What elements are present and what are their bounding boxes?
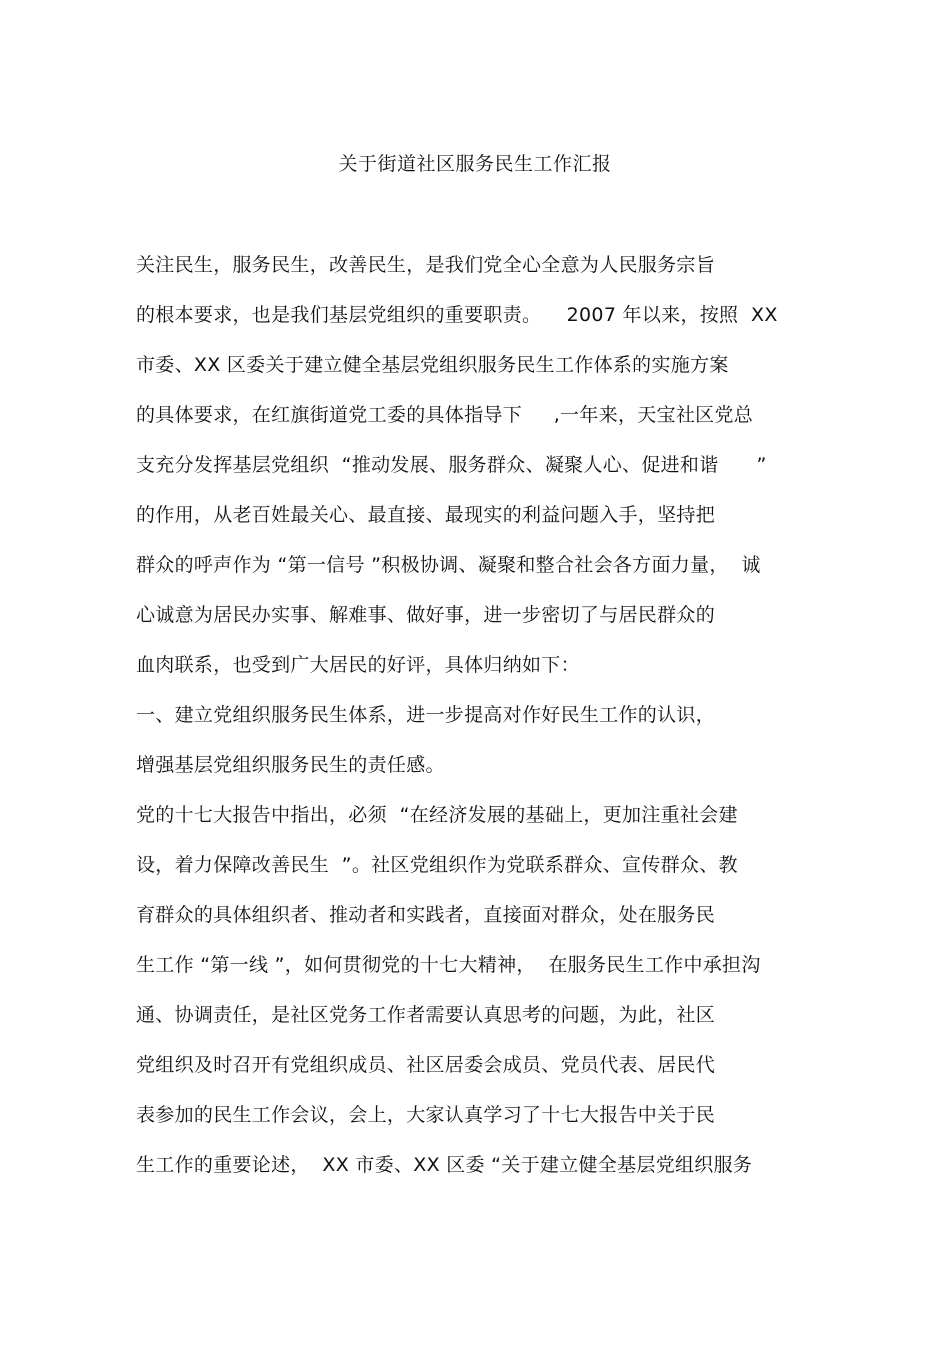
body-line: 党组织及时召开有党组织成员、社区居委会成员、党员代表、居民代	[136, 1054, 716, 1076]
body-line: 的作用，从老百姓最关心、最直接、最现实的利益问题入手，坚持把	[136, 504, 716, 526]
body-line: 市委、XX 区委关于建立健全基层党组织服务民生工作体系的实施方案	[136, 354, 729, 376]
body-line: 生工作 “第一线 ”，如何贯彻党的十七大精神， 在服务民生工作中承担沟	[136, 954, 761, 976]
section-heading-line: 一、建立党组织服务民生体系，进一步提高对作好民生工作的认识，	[136, 704, 716, 726]
body-line: 生工作的重要论述， XX 市委、XX 区委 “关于建立健全基层党组织服务	[136, 1154, 753, 1176]
body-line: 关注民生，服务民生，改善民生，是我们党全心全意为人民服务宗旨	[136, 254, 716, 276]
body-line: 血肉联系，也受到广大居民的好评，具体归纳如下：	[136, 654, 580, 676]
body-line: 育群众的具体组织者、推动者和实践者，直接面对群众，处在服务民	[136, 904, 716, 926]
body-line: 设，着力保障改善民生 ”。社区党组织作为党联系群众、宣传群众、教	[136, 854, 738, 876]
body-line: 的根本要求，也是我们基层党组织的重要职责。 2007 年以来，按照 XX	[136, 304, 778, 326]
body-line: 党的十七大报告中指出，必须 “在经济发展的基础上，更加注重社会建	[136, 804, 738, 826]
body-line: 支充分发挥基层党组织 “推动发展、服务群众、凝聚人心、促进和谐 ”	[136, 454, 767, 476]
body-line: 表参加的民生工作会议，会上，大家认真学习了十七大报告中关于民	[136, 1104, 716, 1126]
document-title: 关于街道社区服务民生工作汇报	[338, 153, 612, 175]
body-line: 的具体要求，在红旗街道党工委的具体指导下 ,一年来，天宝社区党总	[136, 404, 754, 426]
body-line: 群众的呼声作为 “第一信号 ”积极协调、凝聚和整合社会各方面力量， 诚	[136, 554, 761, 576]
section-heading-line: 增强基层党组织服务民生的责任感。	[136, 754, 445, 776]
document-body	[136, 250, 836, 1200]
body-line: 通、协调责任，是社区党务工作者需要认真思考的问题，为此，社区	[136, 1004, 716, 1026]
body-line: 心诚意为居民办实事、解难事、做好事，进一步密切了与居民群众的	[136, 604, 716, 626]
